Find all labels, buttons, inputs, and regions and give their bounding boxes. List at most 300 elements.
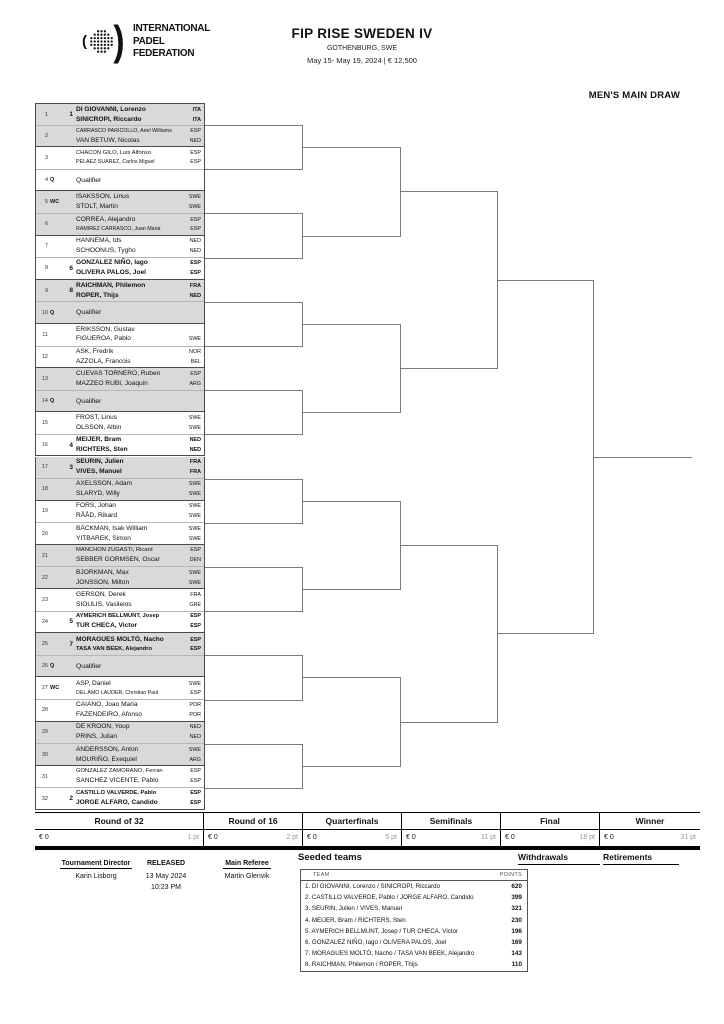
round-label: Round of 16 (204, 813, 302, 830)
draw-entry-29 (36, 722, 204, 744)
entry-marker (48, 633, 64, 655)
player-name: RICHTERS, Sten (76, 446, 128, 454)
entry-marker (48, 589, 64, 611)
player-name: SIOULIS, Vasileios (76, 600, 132, 608)
logo-line-3: FEDERATION (133, 47, 195, 60)
player-country: NED (189, 137, 201, 144)
match-pair (35, 501, 205, 545)
draw-entry-21 (36, 545, 204, 567)
player-country: SWE (188, 491, 201, 498)
entry-names (73, 612, 204, 633)
player-name: RAICHMAN, Philemon (76, 281, 146, 289)
player-country: POR (189, 702, 201, 709)
draw-entry-25 (36, 633, 204, 655)
round-prize: € 0 (307, 834, 317, 841)
entry-position: 13 (41, 375, 48, 382)
draw-entry-30 (36, 743, 204, 765)
player-name: RÅÅD, Rikard (76, 512, 118, 520)
player-country: ITA (192, 116, 201, 123)
player-name: FROST, Linus (76, 414, 118, 422)
player-country: FRA (189, 469, 201, 476)
qualifier-label: Qualifier (76, 309, 102, 317)
player-country: ESP (190, 547, 201, 554)
entry-names (73, 479, 204, 500)
entry-seed (64, 744, 73, 765)
round-prize: € 0 (406, 834, 416, 841)
player-country: ESP (190, 790, 201, 797)
round-prize: € 0 (505, 834, 515, 841)
player-country: ESP (190, 636, 201, 643)
player-name: JONSSON, Milton (76, 578, 130, 586)
entry-seed (64, 191, 73, 213)
entry-seed (64, 347, 73, 368)
player-country: SWE (188, 746, 201, 753)
entry-position: 22 (41, 574, 48, 581)
entry-seed (64, 677, 73, 699)
entry-marker (48, 700, 64, 721)
bracket-connector (400, 191, 497, 192)
released-date: 13 May 2024 (145, 873, 187, 880)
seeded-teams-title: Seeded teams (298, 852, 362, 863)
player-name: RAMIREZ CARRASCO, Juan Maria (76, 225, 161, 232)
player-name: JORGE ALFARO, Candido (76, 799, 158, 807)
player-country: SWE (188, 569, 201, 576)
match-pair (35, 236, 205, 280)
entry-names (73, 191, 204, 213)
entry-position: 6 (44, 221, 48, 228)
tournament-director-name: Karin Lisborg (75, 873, 117, 880)
draw-entry-24 (36, 611, 204, 633)
player-country: NED (189, 238, 201, 245)
draw-entry-13 (36, 368, 204, 390)
player-name: AXELSSON, Adam (76, 480, 133, 488)
entry-seed (64, 656, 73, 677)
entry-marker (48, 147, 64, 169)
entry-marker (48, 457, 64, 479)
player-country: NED (189, 734, 201, 741)
entry-position: 27 (41, 685, 48, 692)
player-name: CUEVAS TORNERO, Ruben (76, 369, 161, 377)
player-country: ESP (190, 225, 201, 232)
seeded-team-row (301, 926, 528, 937)
entry-seed: 2 (69, 795, 73, 803)
withdrawals-heading: Withdrawals (518, 852, 600, 865)
tournament-location: GOTHENBURG, SWE (326, 45, 397, 52)
tournament-dates-prize: May 15- May 19, 2024 | € 12,500 (307, 56, 417, 65)
bracket-connector (205, 655, 302, 656)
player-country: NOR (189, 348, 201, 355)
seeded-team-name: 2. CASTILLO VALVERDE, Pablo / JORGE ALFARO, Candido (305, 894, 474, 902)
player-country: SWE (188, 535, 201, 542)
seeded-team-name: 5. AYMERICH BELLMUNT, Josep / TUR CHECA, Victor (305, 927, 459, 935)
entry-position: 18 (41, 486, 48, 493)
seeded-teams-table (300, 869, 528, 972)
player-country: ARG (189, 756, 201, 763)
player-name: OLIVERA PALOS, Joel (76, 269, 146, 277)
player-name: CAIANO, Joao Maria (76, 701, 138, 709)
player-country: ESP (190, 370, 201, 377)
player-country: SWE (188, 204, 201, 211)
player-country: BEL (190, 358, 201, 365)
player-country: FRA (190, 591, 201, 598)
player-name: BJORKMAN, Max (76, 568, 129, 576)
round-label: Final (501, 813, 599, 830)
entry-marker (48, 766, 64, 788)
entry-marker: WC (50, 685, 60, 692)
entry-names (73, 589, 204, 611)
entry-seed (64, 523, 73, 544)
entry-position: 9 (44, 287, 48, 294)
match-pair (35, 722, 205, 766)
player-country: NED (189, 447, 201, 454)
bracket-connector (302, 324, 400, 325)
match-pair (35, 545, 205, 589)
player-name: GONZALEZ ZAMORANO, Ferran (76, 768, 163, 775)
entry-marker: Q (50, 663, 55, 670)
entry-marker (48, 479, 64, 500)
player-name: SEURIN, Julien (76, 458, 124, 466)
player-name: SINICROPI, Riccardo (76, 115, 142, 123)
entry-position: 5 (44, 199, 48, 206)
entry-marker (48, 612, 64, 633)
player-name: DI GIOVANNI, Lorenzo (76, 105, 146, 113)
player-name: YITBAREK, Simon (76, 534, 131, 542)
round-points: 11 pt (480, 834, 496, 841)
seeded-team-row (301, 915, 528, 926)
match-pair (35, 280, 205, 324)
draw-entry-22 (36, 566, 204, 588)
player-country: ESP (190, 800, 201, 807)
entry-position: 12 (41, 353, 48, 360)
logo-right-paren-icon: ) (113, 17, 125, 64)
player-country: SWE (188, 513, 201, 520)
bracket-connector (205, 302, 302, 303)
entry-names (73, 435, 204, 456)
draw-entry-28 (36, 699, 204, 721)
player-name: TUR CHECA, Victor (76, 622, 138, 630)
draw-entry-15 (36, 412, 204, 434)
round-points: 2 pt (286, 834, 298, 841)
player-name: MAZZEO RUBI, Joaquin (76, 379, 148, 387)
entry-marker: Q (50, 309, 55, 316)
entry-position: 32 (41, 795, 48, 802)
entry-seed: 7 (69, 640, 73, 648)
draw-entry-31 (36, 766, 204, 788)
player-name: OLSSON, Albin (76, 424, 122, 432)
draw-entry-16 (36, 434, 204, 456)
entry-names (73, 170, 204, 191)
entry-names (73, 788, 204, 809)
player-country: ESP (190, 689, 201, 696)
entry-marker (48, 258, 64, 279)
entry-names (73, 545, 204, 567)
draw-entry-5 (36, 191, 204, 213)
entry-seed (64, 214, 73, 235)
bracket-connector (205, 479, 302, 480)
player-name: MORAGUES MOLTÓ, Nacho (76, 635, 164, 643)
entry-names (73, 324, 204, 346)
player-country: ESP (190, 768, 201, 775)
seeded-team-points: 620 (511, 883, 522, 891)
entry-position: 4 (44, 177, 48, 184)
player-name: BÄCKMAN, Isak William (76, 524, 148, 532)
entry-seed (64, 479, 73, 500)
entry-marker (48, 435, 64, 456)
round-points: 31 pt (680, 834, 696, 841)
entry-names (73, 104, 204, 125)
draw-entry-9 (36, 280, 204, 302)
round-column-winner (599, 813, 700, 846)
entry-seed (64, 324, 73, 346)
entry-seed (64, 147, 73, 169)
bracket-connector (593, 457, 692, 458)
entry-seed (64, 412, 73, 434)
main-referee-name: Martin Glenvik (224, 873, 270, 880)
draw-entry-26 (36, 655, 204, 677)
entry-names (73, 766, 204, 788)
entry-position: 14 (41, 398, 48, 405)
draw-entry-3 (36, 147, 204, 169)
round-column-final (500, 813, 599, 846)
match-pair (35, 766, 205, 810)
logo-line-1: INTERNATIONAL (133, 22, 211, 35)
draw-entry-10 (36, 301, 204, 323)
player-name: ISAKSSON, Linus (76, 193, 130, 201)
entry-seed: 5 (69, 618, 73, 626)
seeded-team-name: 3. SEURIN, Julien / VIVES, Manuel (305, 905, 402, 913)
entry-marker (48, 567, 64, 588)
match-pair (35, 147, 205, 191)
player-name: ASK, Fredrik (76, 347, 114, 355)
entry-position: 17 (41, 464, 48, 471)
bracket-connector (205, 788, 302, 789)
seeded-team-points: 399 (511, 894, 522, 902)
seeded-team-points: 110 (511, 961, 522, 969)
entry-position: 7 (44, 243, 48, 250)
entry-position: 10 (41, 309, 48, 316)
player-country: ESP (190, 127, 201, 134)
round-label: Winner (600, 813, 700, 830)
entry-names (73, 302, 204, 323)
seeded-team-row (301, 881, 528, 893)
player-name: ROPER, Thijs (76, 291, 119, 299)
round-points: 1 pt (187, 834, 199, 841)
player-country: FRA (189, 459, 201, 466)
bracket-connector (302, 147, 400, 148)
released-block (126, 852, 206, 892)
player-name: VAN BETUW, Nicolas (76, 136, 140, 144)
player-name: ASP, Daniel (76, 679, 111, 687)
entry-names (73, 457, 204, 479)
entry-seed (64, 589, 73, 611)
entry-names (73, 567, 204, 588)
entry-seed (64, 170, 73, 191)
player-name: ANDERSSON, Anton (76, 745, 139, 753)
entry-seed: 3 (69, 463, 73, 471)
match-pair (35, 677, 205, 721)
qualifier-label: Qualifier (76, 176, 102, 184)
entry-position: 24 (41, 618, 48, 625)
bracket-connector (302, 677, 400, 678)
entry-seed: 4 (69, 441, 73, 449)
entry-seed (64, 302, 73, 323)
released-label: RELEASED (146, 860, 186, 867)
entry-seed: 6 (69, 264, 73, 272)
player-country: ESP (190, 149, 201, 156)
player-name: AYMERICH BELLMUNT, Josep (76, 613, 160, 620)
entry-seed (64, 700, 73, 721)
seeded-team-row (301, 948, 528, 959)
entry-names (73, 280, 204, 302)
player-country: ESP (190, 623, 201, 630)
player-name: SCHOONUS, Tygho (76, 247, 136, 255)
player-name: AZZOLA, Francois (76, 357, 131, 365)
player-name: CARRASCO PARICOLLO, Ariel Williams (76, 127, 172, 134)
player-name: PRINS, Julian (76, 733, 118, 741)
entry-names (73, 126, 204, 146)
entry-seed (64, 545, 73, 567)
seeded-team-name: 4. MEIJER, Bram / RICHTERS, Sten (305, 916, 406, 924)
draw-entry-4 (36, 169, 204, 191)
bracket-connector (302, 501, 400, 502)
entry-names (73, 501, 204, 523)
bracket-connector (497, 280, 593, 281)
entry-position: 16 (41, 442, 48, 449)
player-country: ARG (189, 380, 201, 387)
bracket-connector (400, 368, 497, 369)
main-referee-block (202, 852, 292, 881)
main-referee-label: Main Referee (225, 860, 269, 867)
draw-entry-6 (36, 213, 204, 235)
bracket-connector (302, 236, 400, 237)
bracket-connector (205, 744, 302, 745)
round-label: Semifinals (402, 813, 500, 830)
draw-entry-23 (36, 589, 204, 611)
entry-marker (48, 280, 64, 302)
draw-entry-17 (36, 457, 204, 479)
entry-marker (48, 523, 64, 544)
seeded-team-name: 8. RAICHMAN, Philemon / ROPER, Thijs (305, 961, 418, 969)
player-country: ESP (190, 260, 201, 267)
bracket-connector (205, 700, 302, 701)
entry-position: 28 (41, 707, 48, 714)
bracket-connector (205, 523, 302, 524)
entry-position: 3 (44, 154, 48, 161)
player-country: SWE (188, 415, 201, 422)
entry-seed (64, 126, 73, 146)
entry-names (73, 722, 204, 744)
rounds-prize-table (35, 812, 700, 850)
player-country: POR (189, 712, 201, 719)
player-name: DE KROON, Youp (76, 723, 130, 731)
seeded-team-row (301, 892, 528, 903)
player-country: SWE (188, 680, 201, 687)
draw-entry-32 (36, 787, 204, 809)
released-time: 10:23 PM (151, 884, 181, 891)
entry-marker: Q (50, 177, 55, 184)
entry-position: 23 (41, 596, 48, 603)
logo-left-paren-icon: ( (82, 32, 87, 50)
entry-marker: Q (50, 398, 55, 405)
match-pair (35, 589, 205, 633)
retirements-heading: Retirements (603, 852, 679, 865)
seeded-team-points: 321 (511, 905, 522, 913)
player-country: NED (189, 248, 201, 255)
entry-seed (64, 236, 73, 258)
player-country: SWE (188, 579, 201, 586)
player-name: SEBBER GORMSEN, Oscar (76, 556, 160, 564)
player-country: ESP (190, 270, 201, 277)
player-country: GRE (189, 601, 201, 608)
player-country: SWE (188, 194, 201, 201)
player-country: ESP (190, 216, 201, 223)
entry-position: 29 (41, 729, 48, 736)
player-country: SWE (188, 525, 201, 532)
entry-names (73, 147, 204, 169)
player-name: ERIKSSON, Gustav (76, 326, 135, 334)
seeded-team-row (301, 903, 528, 914)
match-pair (35, 324, 205, 368)
player-country: ESP (190, 645, 201, 652)
entry-marker (48, 126, 64, 146)
player-name: CHACON GILO, Luis Alfonso (76, 149, 152, 156)
entry-seed (64, 766, 73, 788)
player-name: FAZENDEIRO, Afonso (76, 711, 142, 719)
bracket-connector (400, 545, 497, 546)
round-points: 18 pt (579, 834, 595, 841)
draw-entry-14 (36, 390, 204, 412)
entry-seed (64, 567, 73, 588)
entry-names (73, 412, 204, 434)
match-pair (35, 368, 205, 412)
match-pair (35, 191, 205, 235)
player-name: VIVES, Manuel (76, 468, 122, 476)
bracket-connector (205, 213, 302, 214)
entry-position: 15 (41, 420, 48, 427)
player-name: TASA VAN BEEK, Alejandro (76, 645, 153, 652)
entry-marker (48, 324, 64, 346)
draw-entry-1 (36, 104, 204, 125)
seeded-team-row (301, 959, 528, 971)
entry-marker (48, 744, 64, 765)
player-country: SWE (188, 425, 201, 432)
draw-entry-7 (36, 236, 204, 258)
tournament-director-label: Tournament Director (61, 860, 131, 867)
draw-entry-12 (36, 346, 204, 368)
logo-line-2: PADEL (133, 34, 165, 47)
entry-marker (48, 501, 64, 523)
entry-seed (64, 501, 73, 523)
player-name: GONZALEZ NIÑO, Iago (76, 259, 148, 267)
bracket-connector (302, 589, 400, 590)
entry-position: 25 (41, 641, 48, 648)
entry-marker (48, 412, 64, 434)
seeded-team-points: 230 (511, 916, 522, 924)
player-name: STOLT, Martin (76, 203, 118, 211)
bracket-connector (205, 346, 302, 347)
entry-marker (48, 788, 64, 809)
round-label: Quarterfinals (303, 813, 401, 830)
player-country: ITA (192, 106, 201, 113)
player-name: MOURIÑO, Exequiel (76, 755, 137, 763)
match-pair (35, 412, 205, 456)
seeded-team-points: 143 (511, 950, 522, 958)
entry-names (73, 347, 204, 368)
player-name: FIGUEROA, Pablo (76, 335, 131, 343)
player-country: SWE (188, 503, 201, 510)
entry-marker: WC (50, 199, 60, 206)
entry-names (73, 214, 204, 235)
